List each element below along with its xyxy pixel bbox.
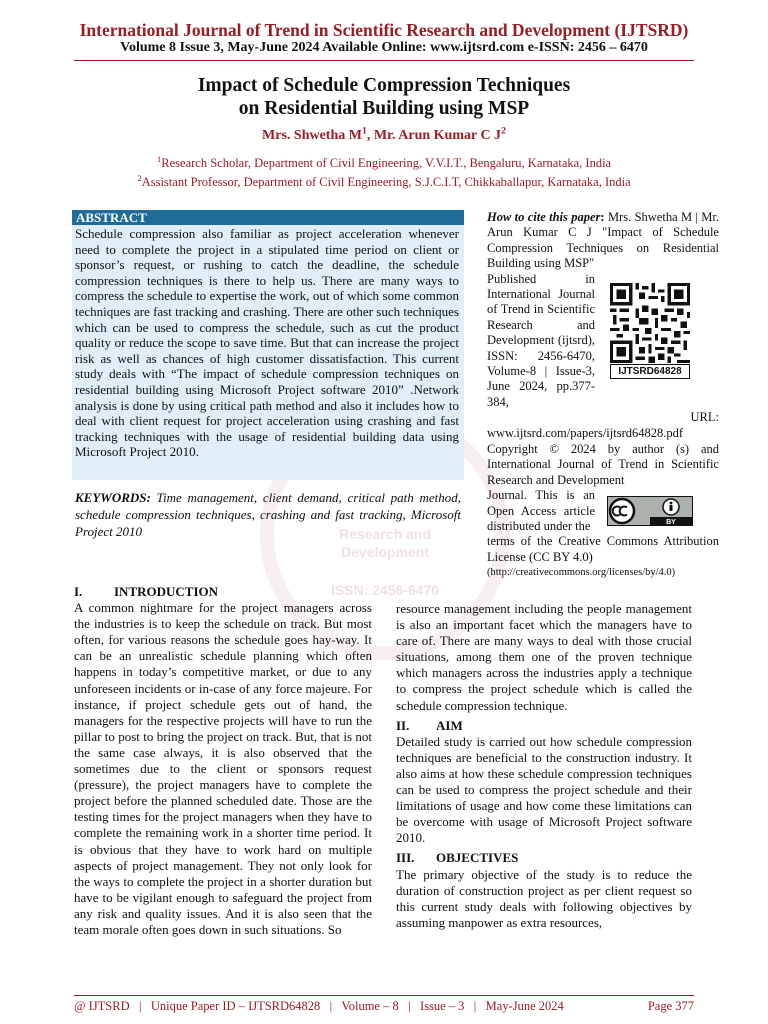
page-number: Page 377 [647,999,694,1013]
watermark-line3: ISSN: 2456-6470 [330,582,440,598]
author-1: Mrs. Shwetha M [262,128,362,143]
citation-url-label: URL: [690,410,719,425]
keywords [75,489,461,540]
copyright-text-narrow: Journal. This is an Open Access article distributed under the [487,488,595,534]
copyright-text-wide: Copyright © 2024 by author (s) and International Journal of Trend in Scientific Research and Development [487,442,719,487]
author-2: Mr. Arun Kumar C J [373,128,502,143]
author-1-sup: 1 [361,125,367,137]
abstract-text: Schedule compression also familiar as project acceleration whenever need to complete the project in a stipulated time period on client or sponsor’s request, or rushing to catch the deadline, the schedule compression techniques is there to help us. There are many ways to compress the schedule to expertise the work, out of which some common techniques are fast tracking and crashing. There are other such techniques which can be used to compress the schedule, such as cut the product quality or reduce the scope to save time. But that can increase the project risk as well as chances of high customer dissatisfaction. This current study deals with “The impact of schedule compression techniques on residential building using Microsoft Project software 2010” .Network analysis is done by using critical path method and also it includes how to deal with client request for project acceleration using crashing and fast tracking techniques with the usage of residential building data using Microsoft Project 2010. [75,226,459,460]
abstract-heading: ABSTRACT [72,210,464,225]
section-title: OBJECTIVES [436,850,519,866]
citation-intro [487,210,719,272]
license-url[interactable]: (http://creativecommons.org/licenses/by/4.0) [487,567,676,579]
section-number: II. [396,717,410,733]
citation-text: Mrs. Shwetha M | Mr. Arun Kumar C J "Impact of Schedule Compression Techniques on Residential Building using MSP" [487,210,719,271]
keywords-label: KEYWORDS: [75,490,151,505]
introduction-paragraph-2: resource management including the people management is also an important facet which the managers have to care of. There are many ways to deal with those crucial situations, among them one of the proven technique which managers across the industries apply a technique to compress the project schedule which is called the schedule compression technique. [396,601,692,713]
cc-by-badge-text: BY [666,519,676,526]
copyright-text-bottom: terms of the Creative Commons Attribution License (CC BY 4.0) [487,534,719,564]
watermark-line2: Development [341,544,429,560]
citation-colon: : [600,210,605,224]
qr-code-icon [610,283,690,363]
journal-title: International Journal of Trend in Scientific Research and Development (IJTSRD) [79,20,689,40]
keywords-text: Time management, client demand, critical path method, schedule compression techniques, crashing and fast tracking, Microsoft Project 2010 [75,490,461,539]
column-left [74,584,372,938]
header-rule [74,60,694,61]
affiliation-2 [0,172,768,190]
section-number: III. [396,850,415,866]
introduction-paragraph-1: A common nightmare for the project managers across the industries is to keep the schedule on track. But most often, for various reasons the schedule goes hay-way. It can be an unrealistic schedule planning which often happens in today’s competitive market, or due to any unforeseen incidents or in-case of any force majeure. For instance, if project schedule gets out of hand, the managers for the respective projects will have to run the pillar to post to bring the project on track. But, that is not the same case always, it is also observed that the sometimes due to the client or sponsors request (pressure), the project managers have to complete the project before the planned scheduled date. Those are the testing times for the project managers when they have to complete the remaining work in a shorter time period. It is obvious that they have to work hard on multiple aspects of project management. They not only look for the ways to complete the project in a shorter duration but have to be vigilant enough to safeguard the project from any risk and quality issues. And it is also seen that the team morale often goes down in such situations. So [74,600,372,937]
citation-label: How to cite this paper [487,210,601,224]
objectives-paragraph: The primary objective of the study is to reduce the duration of construction project as per client request so this current study deals with following objectives by assuming manpower as extra resources, [396,866,692,930]
affiliation-1-text: Research Scholar, Department of Civil Engineering, V.V.I.T., Bengaluru, Karnataka, India [161,156,612,170]
authors [0,125,768,144]
affiliation-1-sup: 1 [156,153,162,164]
cc-by-license-icon [607,496,693,526]
watermark-line1: Research and [339,526,431,542]
journal-volume-line: Volume 8 Issue 3, May-June 2024 Available Online: www.ijtsrd.com e-ISSN: 2456 – 6470 [120,40,648,55]
qr-code-label: IJTSRD64828 [610,364,690,379]
section-title: AIM [436,717,463,733]
section-number: I. [74,584,83,599]
aim-paragraph: Detailed study is carried out how schedule compression techniques are beneficial to the construction industry. It also aims at how these schedule compression techniques can be used to compress the project schedule and their limitations of usage and how come these limitations can be overcome with usage of Microsoft Project software 2010. [396,733,692,846]
section-title: INTRODUCTION [114,584,219,599]
section-heading-aim [396,718,692,734]
paper-title [0,74,768,120]
author-2-sup: 2 [501,125,506,137]
affiliation-2-sup: 2 [137,172,142,183]
section-heading-objectives [396,850,692,866]
paper-title-line2: on Residential Building using MSP [238,98,530,119]
author-separator: , [366,128,374,143]
footer-text: @ IJTSRD | Unique Paper ID – IJTSRD64828 | Volume – 8 | Issue – 3 | May-June 2024 [74,999,564,1013]
affiliation-2-text: Assistant Professor, Department of Civil Engineering, S.J.C.I.T, Chikkaballapur, Karnataka, India [141,175,631,189]
citation-url[interactable]: www.ijtsrd.com/papers/ijtsrd64828.pdf [487,425,684,440]
footer-rule [74,995,694,996]
citation-published: Published in International Journal of Trend in Scientific Research and Development (ijtsrd), ISSN: 2456-6470, Volume-8 | Issue-3, June 2024, pp.377-384, [487,271,595,409]
section-heading-introduction [74,584,372,600]
column-right [396,601,692,931]
citation-url-row [487,410,719,425]
affiliation-1 [0,153,768,171]
paper-title-line1: Impact of Schedule Compression Techniques [197,75,571,96]
